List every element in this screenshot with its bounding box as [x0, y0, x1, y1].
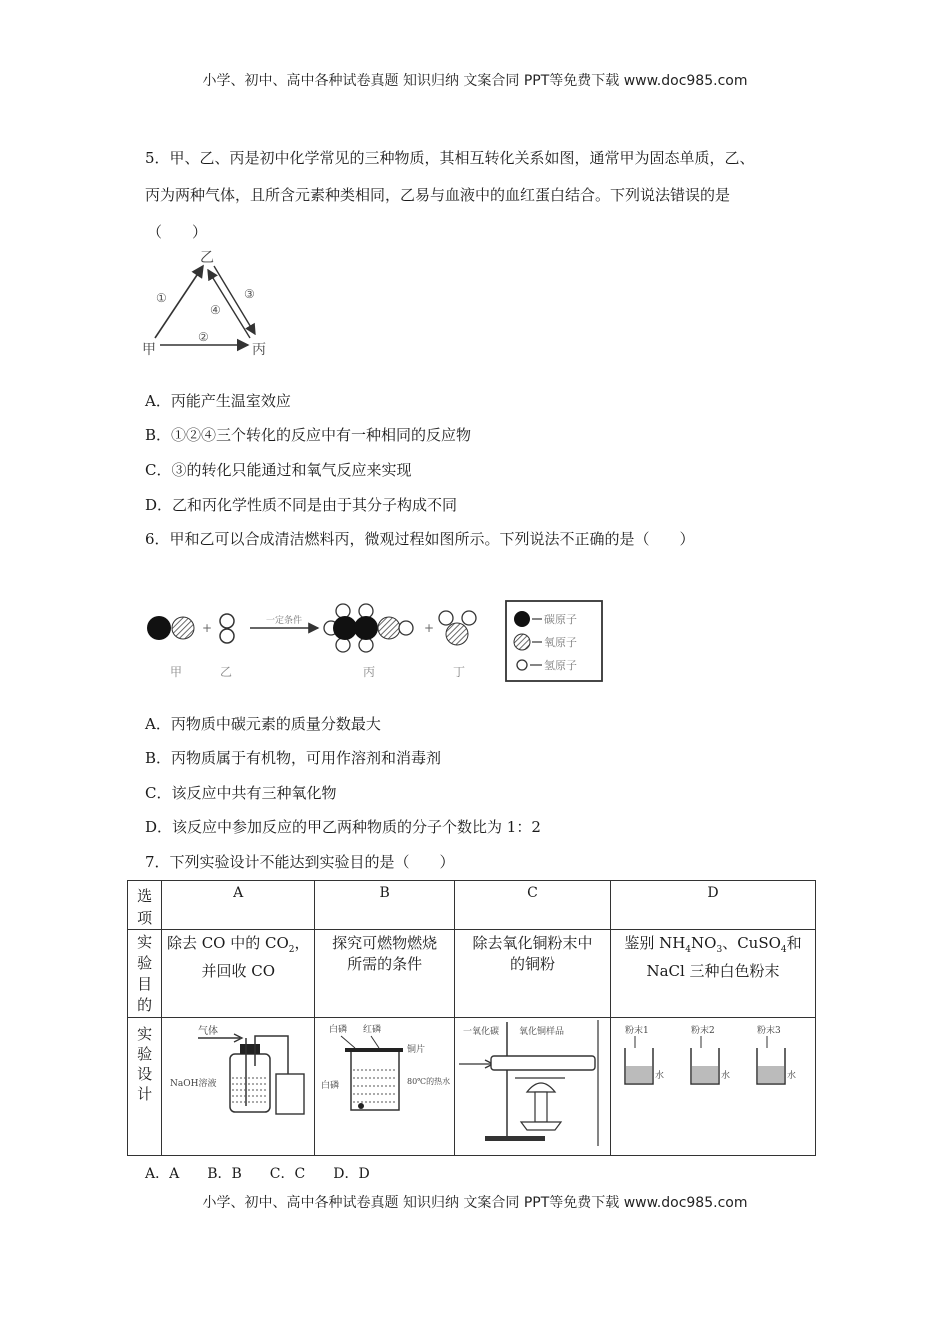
white-phosphorus-label: 白磷 [329, 1025, 348, 1035]
water-label-2: 水 [721, 1071, 731, 1081]
hydrogen-atom [220, 614, 234, 628]
copper-sheet-label: 铜片 [407, 1045, 426, 1055]
water-label-1: 水 [655, 1071, 665, 1081]
row-header-aims: 实验目的 [128, 930, 162, 1018]
node-c-label: 丙 [252, 342, 266, 358]
col-header-a: A [162, 881, 315, 930]
arrow-1-label: ① [156, 291, 167, 305]
legend-carbon-label: 碳原子 [544, 613, 577, 626]
q5-conversion-diagram [138, 250, 278, 362]
carbon-atom [333, 616, 357, 640]
design-a-apparatus [162, 1018, 312, 1128]
aim-c: 除去氧化铜粉末中 的铜粉 [455, 930, 611, 1018]
legend-oxygen-label: 氧原子 [544, 636, 577, 649]
page-footer: 小学、初中、高中各种试卷真题 知识归纳 文案合同 PPT等免费下载 www.doc985.com [202, 1195, 748, 1211]
node-b-label: 乙 [200, 250, 214, 266]
cuo-sample-label: 氧化铜样品 [519, 1027, 565, 1037]
hot-water-label: 80℃的热水 [407, 1077, 451, 1086]
red-phosphorus-label: 红磷 [363, 1025, 382, 1035]
q5-option-a: A．丙能产生温室效应 [145, 392, 291, 410]
q7-answer-options: A．A B．B C．C D．D [145, 1166, 370, 1182]
beaker-1 [625, 1036, 664, 1084]
hydrogen-atom [220, 629, 234, 643]
beaker-2 [691, 1036, 730, 1084]
row-header-options: 选项 [128, 881, 162, 930]
co-label: 一氧化碳 [463, 1027, 500, 1037]
label-ding: 丁 [453, 665, 466, 679]
legend-hydrogen-label: 氢原子 [544, 659, 577, 672]
water-label-3: 水 [787, 1071, 797, 1081]
q5-stem-line2: 丙为两种气体，且所含元素种类相同，乙易与血液中的血红蛋白结合。下列说法错误的是 [145, 186, 731, 204]
design-d [611, 1018, 816, 1156]
hydrogen-atom [359, 638, 373, 652]
hydrogen-atom [336, 638, 350, 652]
oxygen-atom [446, 623, 468, 645]
powder-1-label: 粉末1 [625, 1026, 649, 1036]
table-row-aims [128, 930, 816, 1018]
table-row-options [128, 881, 816, 930]
page-header: 小学、初中、高中各种试卷真题 知识归纳 文案合同 PPT等免费下载 www.doc985.com [202, 73, 748, 89]
design-c [455, 1018, 611, 1156]
legend-hydrogen-icon [517, 660, 527, 670]
naoh-label: NaOH溶液 [170, 1079, 217, 1089]
q6-stem: 6．甲和乙可以合成清洁燃料丙，微观过程如图所示。下列说法不正确的是（ ） [145, 530, 695, 548]
hydrogen-atom [399, 621, 413, 635]
legend-oxygen-icon [514, 634, 530, 650]
oxygen-atom [172, 617, 194, 639]
gas-label: 气体 [198, 1026, 219, 1037]
aim-b: 探究可燃物燃烧 所需的条件 [315, 930, 455, 1018]
hydrogen-atom [359, 604, 373, 618]
aim-d: 鉴别 $NH_4NO_3$、CuSO$_4$和 NaCl 三种白色粉末 [611, 930, 816, 1018]
carbon-atom [147, 616, 171, 640]
label-yi: 乙 [220, 665, 233, 679]
oxygen-atom [378, 617, 400, 639]
q6-option-c: C．该反应中共有三种氧化物 [145, 784, 337, 802]
hydrogen-atom [462, 611, 476, 625]
design-b [315, 1018, 455, 1156]
q6-option-b: B．丙物质属于有机物，可用作溶剂和消毒剂 [145, 749, 442, 767]
plus-sign-2: + [424, 621, 435, 635]
plus-sign-1: + [202, 621, 213, 635]
table-row-designs [128, 1018, 816, 1156]
row-header-designs: 实验设计 [128, 1018, 162, 1156]
legend-carbon-icon [514, 611, 530, 627]
powder-3-label: 粉末3 [757, 1026, 781, 1036]
q6-micro-process-diagram [140, 598, 610, 690]
arrow-3-label: ③ [244, 287, 255, 301]
q5-answer-paren: （ ） [147, 223, 208, 241]
q5-option-b: B．①②④三个转化的反应中有一种相同的反应物 [145, 426, 472, 444]
node-a-label: 甲 [142, 342, 156, 358]
arrow-2-label: ② [198, 330, 209, 344]
design-a [162, 1018, 315, 1156]
label-jia: 甲 [170, 665, 183, 679]
q5-stem-line1: 5．甲、乙、丙是初中化学常见的三种物质，其相互转化关系如图，通常甲为固态单质，乙、 [145, 149, 755, 167]
col-header-c: C [455, 881, 611, 930]
white-phosphorus-2-label: 白磷 [321, 1081, 340, 1091]
q7-stem: 7．下列实验设计不能达到实验目的是（ ） [145, 853, 455, 871]
q5-option-c: C．③的转化只能通过和氧气反应来实现 [145, 461, 412, 479]
aim-a: 除去 CO 中的 $CO_2$， 并回收 CO [162, 930, 315, 1018]
q5-option-d: D．乙和丙化学性质不同是由于其分子构成不同 [145, 496, 458, 514]
carbon-atom [354, 616, 378, 640]
col-header-b: B [315, 881, 455, 930]
powder-2-label: 粉末2 [691, 1026, 715, 1036]
hydrogen-atom [336, 604, 350, 618]
design-b-apparatus [315, 1018, 452, 1128]
q6-option-d: D．该反应中参加反应的甲乙两种物质的分子个数比为 1：2 [145, 818, 541, 836]
design-c-apparatus [455, 1018, 608, 1148]
col-header-d: D [611, 881, 816, 930]
reaction-condition: 一定条件 [266, 616, 303, 626]
q6-option-a: A．丙物质中碳元素的质量分数最大 [145, 715, 381, 733]
hydrogen-atom [439, 611, 453, 625]
design-d-apparatus [611, 1018, 815, 1098]
experiment-table [127, 880, 816, 1156]
arrow-4-label: ④ [210, 303, 221, 317]
beaker-3 [757, 1036, 796, 1084]
label-bing: 丙 [363, 665, 376, 679]
